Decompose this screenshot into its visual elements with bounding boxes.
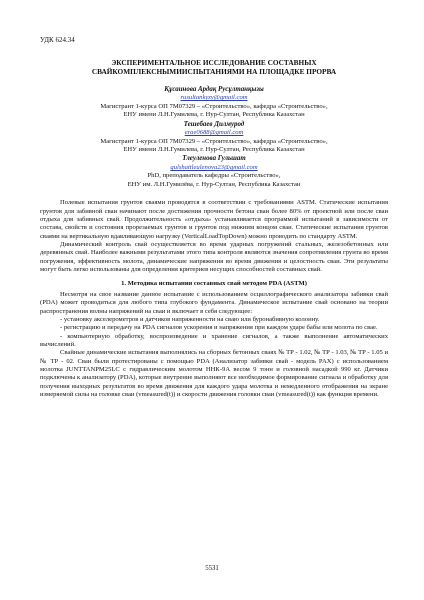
author-name: Тешебаев Дилмурод (183, 120, 245, 128)
list-item: - регистрацию и передачу на PDA сигналов ускорения и напряжения при каждом ударе бабы или молота по свае. (60, 324, 378, 332)
author-affiliation: Магистрант 1-курса ОП 7M07329 – «Строительство», кафедра «Строительство», (100, 137, 328, 145)
author-affiliation: ЕНУ имени Л.Н.Гумилева, г. Нур-Султан, Республика Казахстан (123, 145, 305, 153)
author-email-link[interactable]: gulshattleulenova23@gmail.com (170, 164, 258, 172)
author-affiliation: ЕНУ им. Л.Н.Гумилёва, г. Нур-Султан, Республика Казахстан (127, 180, 301, 188)
spacer (40, 190, 388, 199)
udk-code: УДК 624.34 (40, 36, 75, 44)
author-affiliation: ЕНУ имени Л.Н.Гумилева, г. Нур-Султан, Республика Казахстан (123, 111, 305, 119)
author-affiliation: Магистрант 1-курса ОП 7M07329 – «Строительство», кафедра «Строительство», (100, 102, 328, 110)
author-affiliation: PhD, преподаватель кафедры «Строительство», (147, 172, 281, 180)
page-number: 5531 (205, 565, 219, 572)
author-3 (40, 155, 388, 189)
author-email-link[interactable]: rusultankyzy@gmail.com (180, 94, 248, 102)
author-name: Құсаинова Ардақ Русұлтанқызы (164, 85, 264, 93)
body-paragraph: Несмотря на свое название данное испытание с использованием осциллографического анализатора забивки свай (PDA) может проводиться для любого типа глубокого фундамента. Динамическое испытание свай основано на теории распространения волны напряжений на сваи и включает в себя следующее: (40, 290, 388, 315)
author-1 (40, 86, 388, 120)
title-line-2: СВАЙКОМПЛЕКСНЫМИИСПЫТАНИЯМИ НА ПЛОЩАДКЕ ПРОРВА (91, 66, 337, 76)
author-name: Тлеуленова Гульшат (182, 155, 246, 163)
list-item: - компьютерную обработку, воспроизведение и хранение сигналов, а также выполнение автоматических вычислений. (40, 332, 388, 348)
title-line-1: ЭКСПЕРИМЕНТАЛЬНОЕ ИССЛЕДОВАНИЕ СОСТАВНЫХ (111, 57, 317, 67)
body-paragraph: Свайные динамические испытания выполнялись на сборных бетонных сваях № ТР - 1.02, № ТР - 1.03, № ТР - 1.05 и № ТР - 02. Сваи были протестированы с помощью PDA (Анализатор забивки свай - модель PAX) с использованием молотка JUNTTANPM25LC с гидравлическим молотом ННК-9А весом 9 тонн и головной насадкой 990 кг. Датчики подключены к анализатору (PDA), которые внутрение выполняют все необходимое формирование сигнала и обработку для получения выходных результатов во время движения для каждого удара молотка и немедленного отображения на экране измеряемой силы на головке сваи (vmeasured(t)) и скорости движения головки сваи (vmeasured(t)) как функция времени. (40, 349, 388, 399)
section-heading: 1. Методика испытания составных свай методом PDA (ASTM) (121, 280, 307, 288)
list-item: - установку акселерометров и датчиков напряженности на сваю или буронабивную колонну. (60, 315, 320, 323)
author-email-link[interactable]: erae0688@gmail.com (184, 129, 244, 137)
paper-title (40, 59, 388, 77)
body-paragraph: Динамический контроль свай осуществляется во время ударных погружений стальных, железобетонных или деревянных свай. Наиболее важными результатами этого типа контроля являются значения сопротивления грунта во время погружения, эффективность молота, динамические напряжения во время движения и целостность сваи. Эти результаты могут быть легко использованы для определения критериев несущих способностей составных свай. (40, 240, 388, 274)
author-2 (40, 121, 388, 155)
body-paragraph: Полевые испытания грунтов сваями проводятся в соответствии с требованиями ASTM. Статические испытания грунтов для забивной сваи начинают после достижения прочности бетона сваи более 80% от проектной или после сваи отдыха для забивных свай. Продолжительность «отдыха» устанавливается программой испытаний в зависимости от состава, свойств и состояния прорезаемых грунтов и грунтов под нижним концом сваи. Статические испытания грунтов сваями на вертикальную вдавливающую нагрузку (VerticalLoadTopDown) можно проводить по стандарту ASTM. (40, 199, 388, 240)
